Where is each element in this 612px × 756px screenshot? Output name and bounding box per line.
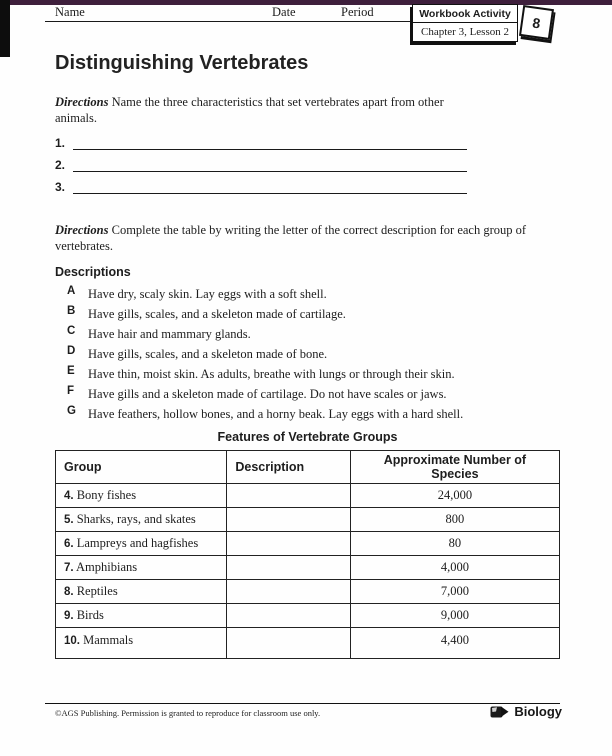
- description-item-a: [55, 284, 560, 304]
- species-cell: 800: [350, 508, 559, 532]
- description-text: Have hair and mammary glands.: [88, 327, 251, 341]
- column-header-group: Group: [56, 451, 227, 484]
- row-number: 7.: [64, 562, 74, 574]
- description-text: Have gills, scales, and a skeleton made of bone.: [88, 347, 328, 361]
- group-cell: [56, 532, 227, 556]
- description-item-f: [55, 384, 560, 404]
- species-cell: 4,000: [350, 556, 559, 580]
- footer-brand: [490, 704, 562, 719]
- description-text: Have thin, moist skin. As adults, breathe with lungs or through their skin.: [88, 367, 455, 381]
- description-cell: [227, 628, 350, 659]
- description-letter: G: [67, 405, 76, 417]
- group-cell: [56, 508, 227, 532]
- descriptions-heading: Descriptions: [55, 264, 131, 279]
- column-header-description: Description: [227, 451, 350, 484]
- period-label: Period: [341, 5, 374, 19]
- group-name: Bony fishes: [76, 488, 137, 502]
- description-cell: [227, 508, 350, 532]
- table-row: [56, 484, 560, 508]
- name-label: Name: [55, 5, 85, 19]
- answer-blank-1: [55, 128, 467, 150]
- table-row: [56, 532, 560, 556]
- table-row: [56, 604, 560, 628]
- description-item-g: [55, 404, 560, 424]
- date-label: Date: [272, 5, 296, 19]
- description-item-c: [55, 324, 560, 344]
- description-cell: [227, 604, 350, 628]
- row-number: 8.: [64, 586, 74, 598]
- directions-text: Name the three characteristics that set vertebrates apart from other animals.: [55, 95, 444, 125]
- description-item-d: [55, 344, 560, 364]
- blank-number: 3.: [55, 180, 66, 194]
- description-cell: [227, 532, 350, 556]
- row-number: 9.: [64, 610, 74, 622]
- group-cell: [56, 484, 227, 508]
- badge-subtitle: Chapter 3, Lesson 2: [421, 25, 509, 38]
- table-row: [56, 580, 560, 604]
- vertebrate-groups-table: [55, 450, 560, 659]
- description-letter: E: [67, 365, 75, 377]
- group-name: Mammals: [83, 633, 134, 647]
- table-row: [56, 628, 560, 659]
- intro-directions: [55, 94, 459, 126]
- row-number: 10.: [64, 635, 80, 647]
- group-cell: [56, 604, 227, 628]
- description-text: Have gills and a skeleton made of cartilage. Do not have scales or jaws.: [88, 387, 447, 401]
- description-letter: A: [67, 285, 76, 297]
- answer-blanks: [55, 128, 467, 194]
- description-text: Have gills, scales, and a skeleton made of cartilage.: [88, 307, 346, 321]
- blank-line: [73, 170, 467, 172]
- description-letter: B: [67, 305, 76, 317]
- group-name: Birds: [76, 608, 104, 622]
- table-title: Features of Vertebrate Groups: [217, 430, 398, 444]
- group-cell: [56, 580, 227, 604]
- species-cell: 9,000: [350, 604, 559, 628]
- species-cell: 80: [350, 532, 559, 556]
- directions-label: Directions: [55, 223, 109, 237]
- task-directions: [55, 222, 527, 254]
- footer-divider: [45, 703, 560, 704]
- species-cell: 4,400: [350, 628, 559, 659]
- description-letter: D: [67, 345, 76, 357]
- brand-label: Biology: [514, 704, 562, 719]
- copyright-text: ©AGS Publishing. Permission is granted to reproduce for classroom use only.: [55, 708, 321, 718]
- group-name: Reptiles: [76, 584, 118, 598]
- row-number: 6.: [64, 538, 74, 550]
- answer-blank-3: [55, 172, 467, 194]
- column-header-species: Approximate Number of Species: [350, 451, 559, 484]
- description-cell: [227, 484, 350, 508]
- description-letter: C: [67, 325, 76, 337]
- table-header-row: [56, 451, 560, 484]
- species-cell: 7,000: [350, 580, 559, 604]
- description-cell: [227, 580, 350, 604]
- description-text: Have dry, scaly skin. Lay eggs with a soft shell.: [88, 287, 327, 301]
- group-name: Lampreys and hagfishes: [76, 536, 199, 550]
- group-name: Sharks, rays, and skates: [76, 512, 196, 526]
- group-cell: [56, 556, 227, 580]
- badge-title: Workbook Activity: [413, 5, 517, 23]
- row-number: 4.: [64, 490, 74, 502]
- blank-number: 1.: [55, 136, 66, 150]
- table-row: [56, 556, 560, 580]
- table-row: [56, 508, 560, 532]
- description-cell: [227, 556, 350, 580]
- directions-label: Directions: [55, 95, 109, 109]
- page-title: Distinguishing Vertebrates: [55, 52, 309, 74]
- scan-edge-mark: [0, 0, 10, 57]
- blank-line: [73, 148, 467, 150]
- page-content: [55, 0, 560, 659]
- book-logo-icon: [490, 704, 509, 719]
- blank-line: [73, 192, 467, 194]
- row-number: 5.: [64, 514, 74, 526]
- group-name: Amphibians: [76, 560, 138, 574]
- description-letter: F: [67, 385, 75, 397]
- description-item-b: [55, 304, 560, 324]
- directions-text: Complete the table by writing the letter of the correct description for each group of vertebrates.: [55, 223, 527, 253]
- answer-blank-2: [55, 150, 467, 172]
- description-item-e: [55, 364, 560, 384]
- activity-number-badge: 8: [519, 5, 554, 40]
- description-text: Have feathers, hollow bones, and a horny beak. Lay eggs with a hard shell.: [88, 407, 464, 421]
- descriptions-list: [55, 284, 560, 424]
- group-cell: [56, 628, 227, 659]
- species-cell: 24,000: [350, 484, 559, 508]
- blank-number: 2.: [55, 158, 66, 172]
